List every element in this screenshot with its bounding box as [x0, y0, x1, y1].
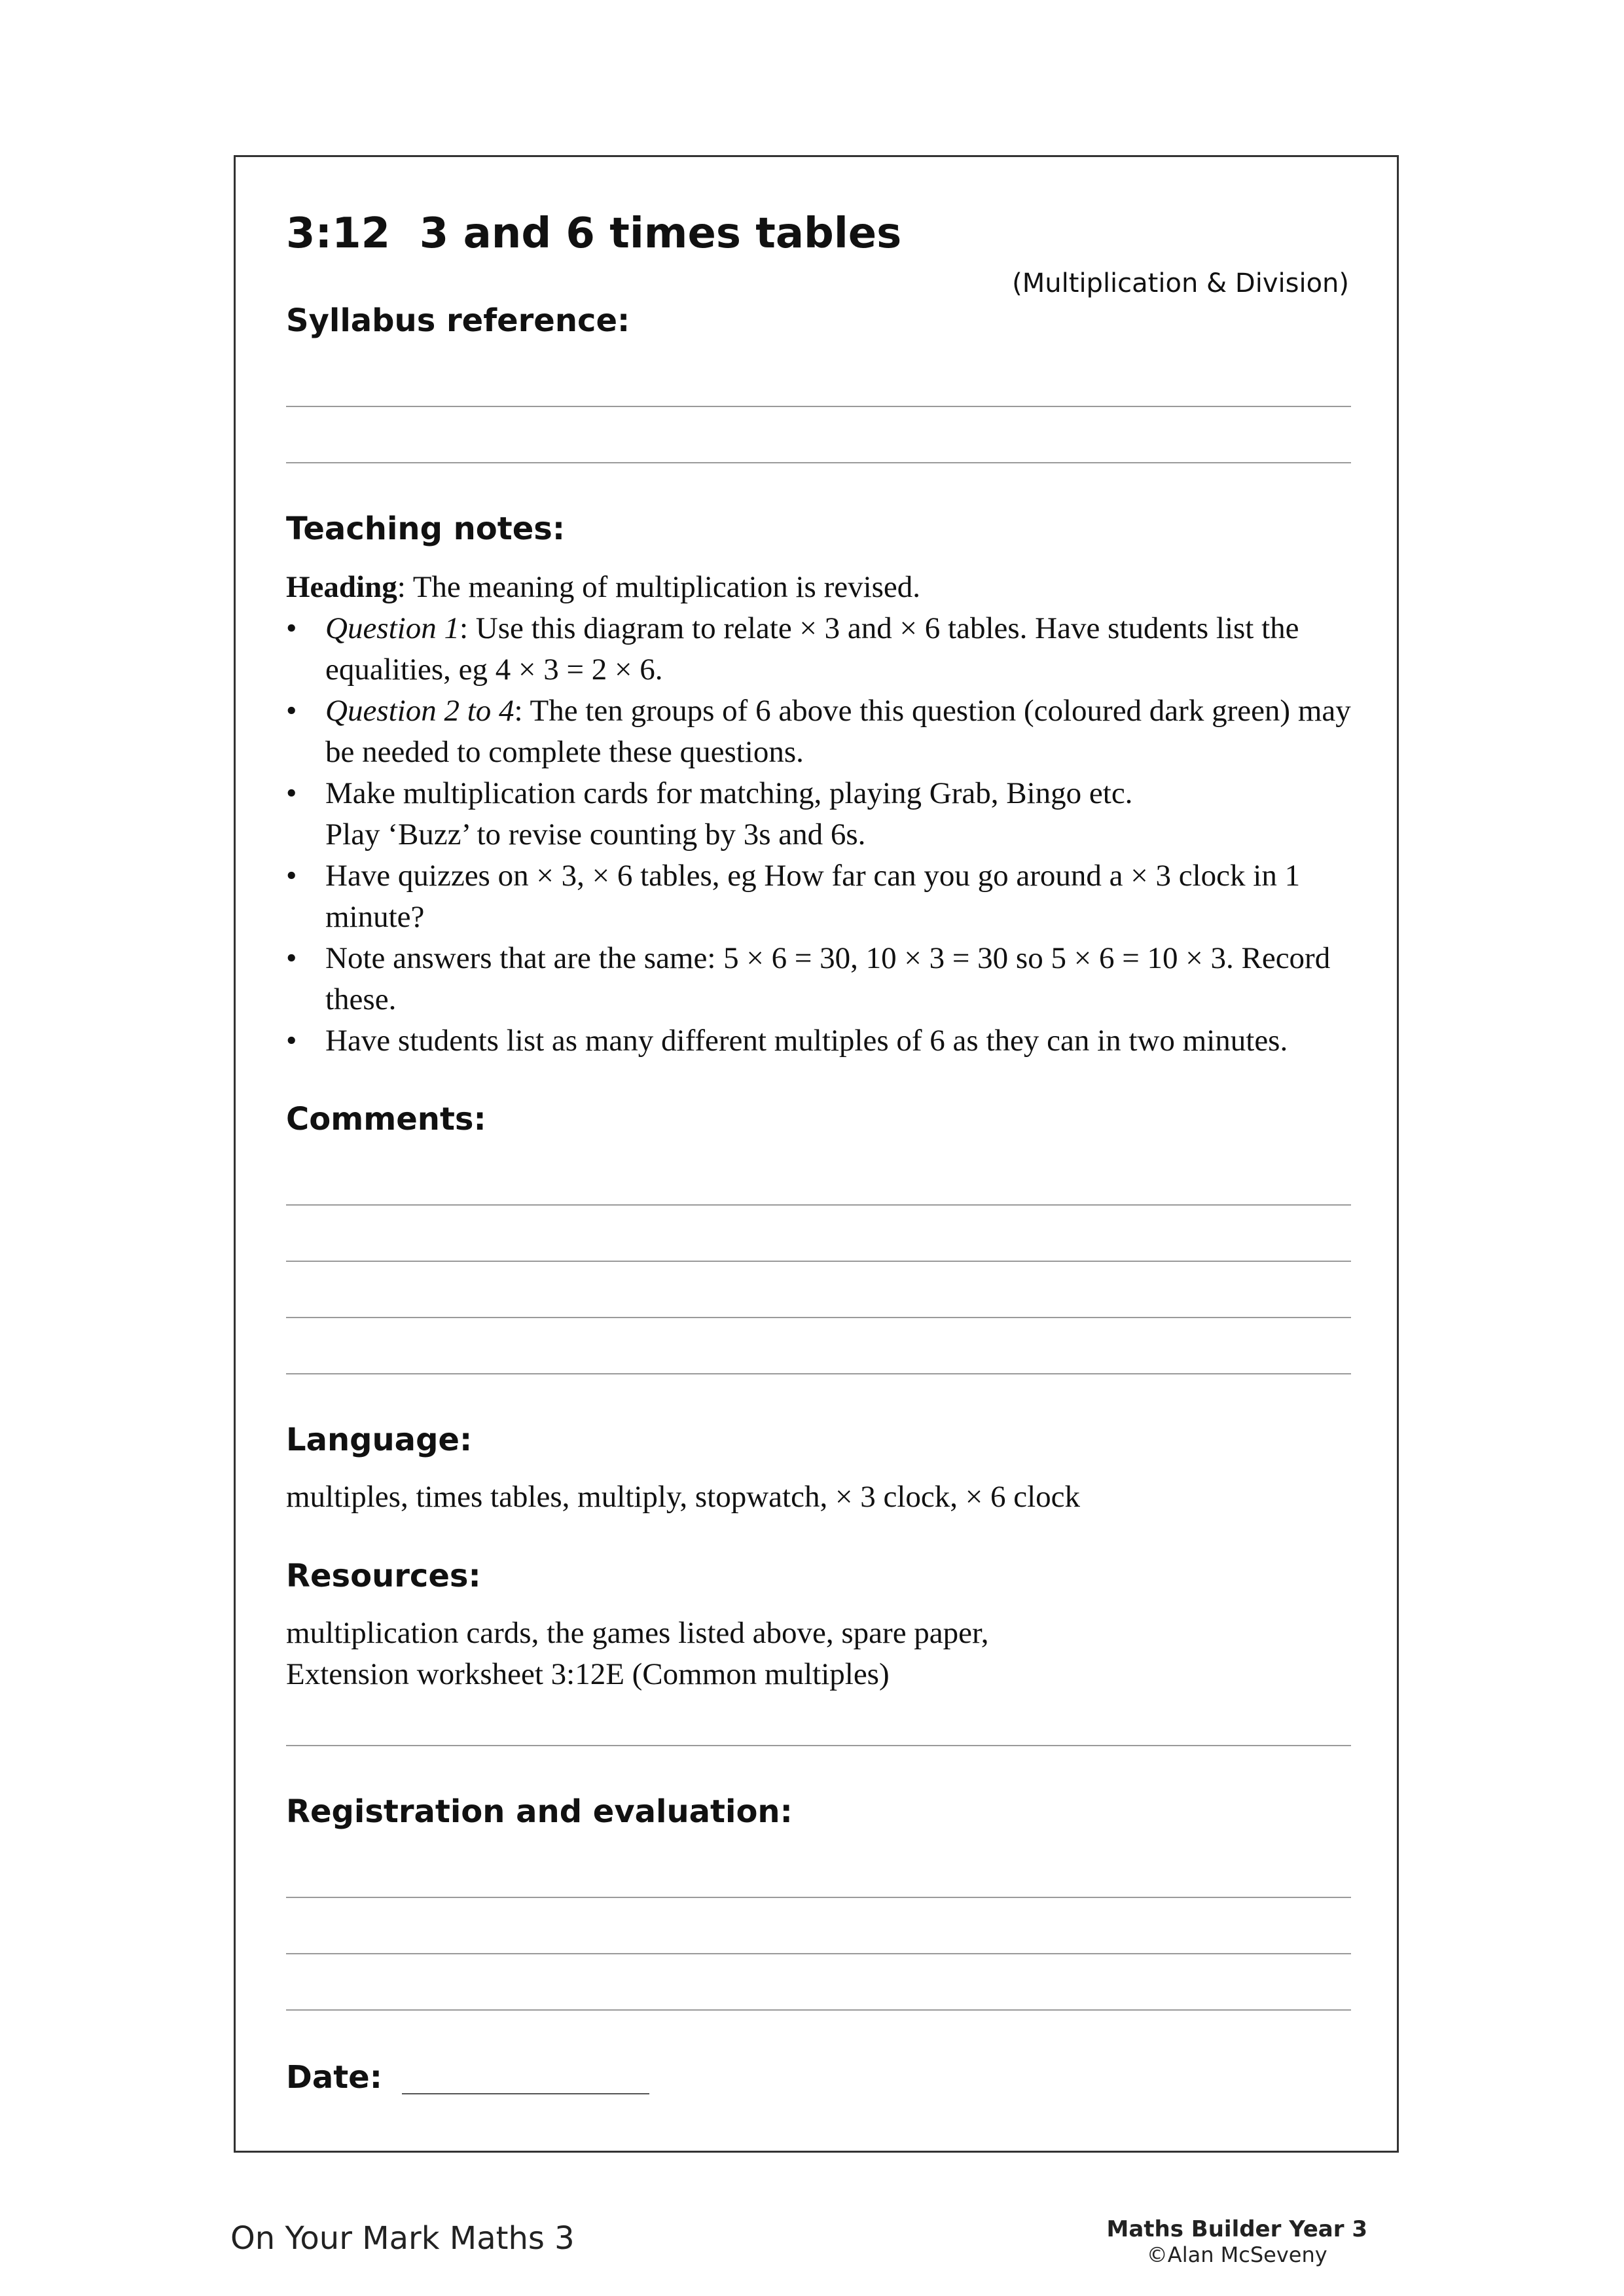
syllabus-line-2 [286, 462, 1351, 463]
resources-line [286, 1745, 1351, 1746]
date-line [402, 2093, 649, 2094]
comments-line-4 [286, 1373, 1351, 1374]
resources-line-2: Extension worksheet 3:12E (Common multiples) [286, 1657, 890, 1691]
comments-line-2 [286, 1261, 1351, 1262]
note-text: : The ten groups of 6 above this question (coloured dark green) may be needed to complete these questions. [325, 694, 1351, 769]
date-label: Date: [286, 2059, 382, 2096]
note-text: Have students list as many different multiples of 6 as they can in two minutes. [325, 1024, 1288, 1058]
note-text: Have quizzes on × 3, × 6 tables, eg How far can you go around a × 3 clock in 1 minute? [325, 859, 1301, 934]
note-italic: Question 2 to 4 [325, 694, 514, 728]
note-text: Note answers that are the same: 5 × 6 = 30, 10 × 3 = 30 so 5 × 6 = 10 × 3. Record these. [325, 941, 1331, 1016]
footer-series: On Your Mark Maths 3 [230, 2220, 575, 2257]
registration-line-2 [286, 1953, 1351, 1954]
note-text-line2: Play ‘Buzz’ to revise counting by 3s and 6s. [325, 817, 866, 852]
language-heading: Language: [286, 1422, 473, 1458]
resources-text [286, 1613, 1360, 1695]
note-text: : Use this diagram to relate × 3 and × 6 tables. Have students list the equalities, eg 4 × 3 = 2 × 6. [325, 611, 1299, 687]
heading-text: : The meaning of multiplication is revised. [397, 570, 921, 604]
syllabus-heading: Syllabus reference: [286, 302, 630, 339]
page-frame [234, 155, 1399, 2153]
list-item [286, 1020, 1360, 1062]
registration-line-1 [286, 1897, 1351, 1898]
note-text: Make multiplication cards for matching, playing Grab, Bingo etc. [325, 776, 1133, 810]
list-item [286, 855, 1360, 938]
teaching-notes [286, 567, 1360, 1062]
page-title [286, 209, 901, 258]
list-item [286, 691, 1360, 773]
note-italic: Question 1 [325, 611, 460, 645]
resources-heading: Resources: [286, 1558, 481, 1594]
language-text: multiples, times tables, multiply, stopwatch, × 3 clock, × 6 clock [286, 1480, 1081, 1514]
strand-label: (Multiplication & Division) [1012, 268, 1349, 298]
page-title-text: 3 and 6 times tables [419, 209, 902, 258]
comments-heading: Comments: [286, 1101, 486, 1138]
resources-line-1: multiplication cards, the games listed above, spare paper, [286, 1616, 989, 1650]
syllabus-line-1 [286, 406, 1351, 407]
list-item [286, 773, 1360, 855]
registration-heading: Registration and evaluation: [286, 1793, 793, 1830]
heading-label: Heading [286, 570, 397, 604]
teaching-notes-heading: Teaching notes: [286, 511, 566, 547]
comments-line-1 [286, 1204, 1351, 1206]
teaching-notes-heading-line [286, 567, 1360, 608]
list-item [286, 608, 1360, 691]
page-number: 3:12 [286, 209, 391, 258]
list-item [286, 938, 1360, 1020]
footer-credit [1106, 2216, 1367, 2267]
footer-book-title: Maths Builder Year 3 [1106, 2216, 1367, 2242]
registration-line-3 [286, 2009, 1351, 2011]
comments-line-3 [286, 1317, 1351, 1318]
teaching-notes-list [286, 608, 1360, 1062]
footer-copyright: ©Alan McSeveny [1146, 2242, 1327, 2267]
